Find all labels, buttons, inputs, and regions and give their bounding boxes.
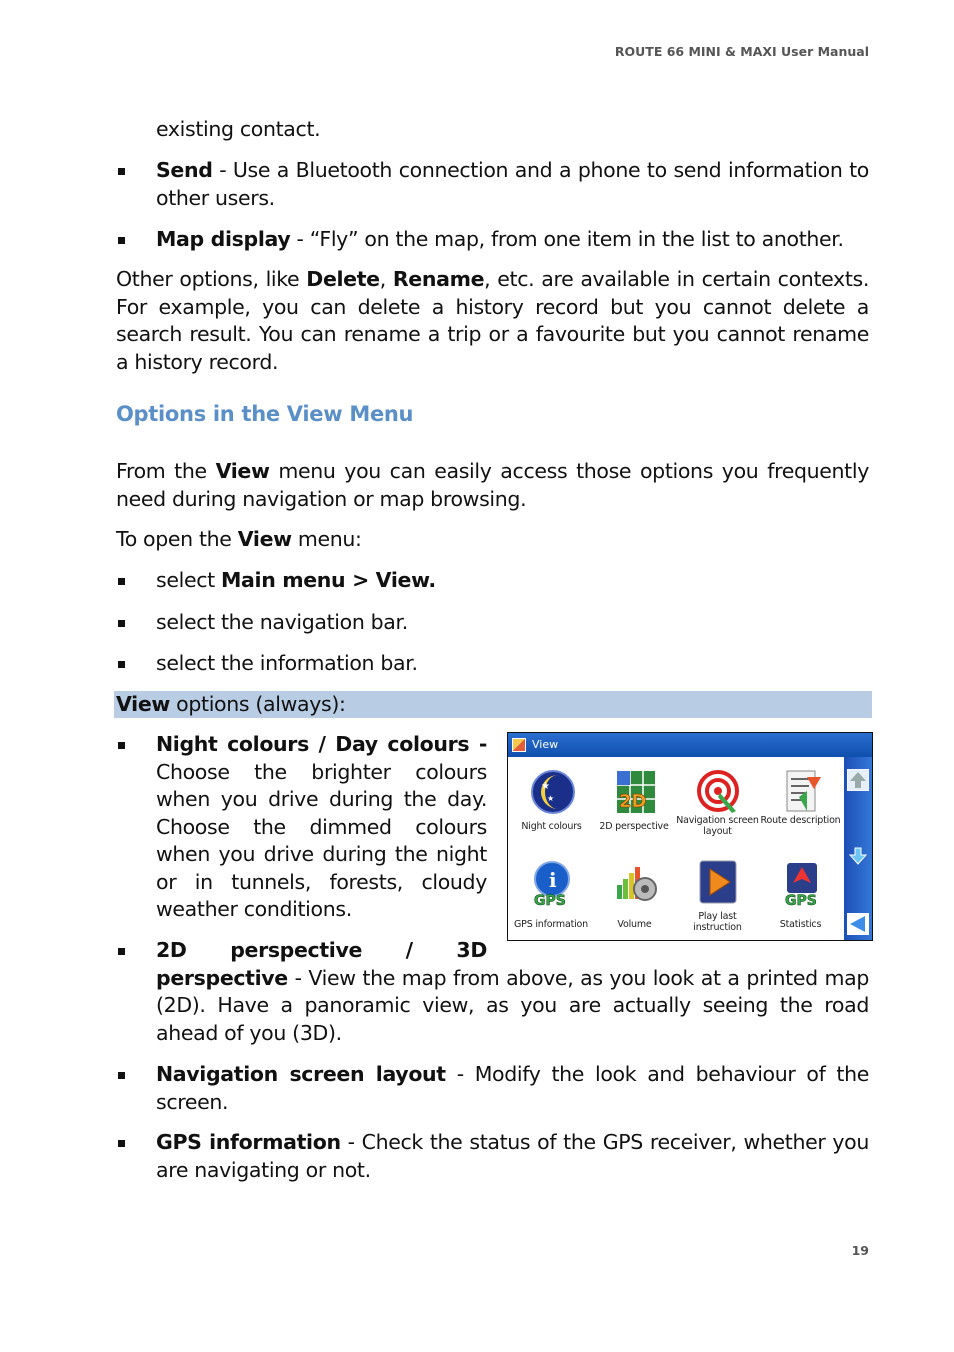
tile-label: Volume: [617, 919, 652, 930]
tile-label: Route description: [760, 815, 841, 826]
view-menu-app-icon: [512, 738, 526, 752]
options-band: [114, 691, 872, 718]
bullet-send: [116, 157, 869, 212]
term-view: View: [237, 527, 292, 551]
tile-navigation-layout[interactable]: [676, 757, 759, 847]
text-run: menu:: [291, 527, 362, 551]
view-menu-titlebar: [508, 733, 872, 757]
step-main-menu: [116, 567, 869, 595]
step-term: Main menu > View.: [220, 568, 436, 592]
tile-label: Navigation screen layout: [676, 815, 759, 837]
bullet-text: - Use a Bluetooth connection and a phone to send information to other users.: [156, 158, 869, 210]
svg-text:i: i: [549, 868, 557, 892]
page-number: 19: [851, 1243, 869, 1258]
scroll-down-icon[interactable]: [847, 845, 869, 867]
text-run: ,: [379, 267, 393, 291]
tile-2d-perspective[interactable]: [593, 757, 676, 847]
text-run: To open the: [116, 527, 238, 551]
option-text: Choose the brighter colours when you drive during the day. Choose the dimmed colours when you drive during the night or in tunnels, forests, cloudy weather conditions.: [156, 759, 487, 921]
svg-text:★: ★: [547, 794, 555, 803]
other-options-paragraph: [116, 266, 869, 376]
term-view: View: [215, 459, 270, 483]
band-term: View: [116, 692, 170, 716]
tile-label: Statistics: [779, 919, 822, 930]
band-text: options (always):: [169, 692, 346, 716]
bullet-marker: [116, 650, 126, 677]
text-run: menu you can easily access those options you frequently need during navigation or map browsing.: [116, 459, 869, 511]
option-gps-information: [116, 1129, 869, 1184]
bullet-marker: [116, 1129, 126, 1156]
view-intro-paragraph: [116, 458, 869, 513]
running-header: ROUTE 66 MINI & MAXI User Manual: [614, 44, 869, 59]
navigation-layout-icon: [696, 767, 742, 817]
svg-text:★: ★: [541, 781, 550, 792]
bullet-marker: [116, 226, 126, 253]
view-menu-title: View: [532, 738, 559, 751]
play-instruction-icon: [696, 859, 742, 909]
scroll-up-icon[interactable]: [847, 769, 869, 791]
view-menu-screenshot: [507, 732, 873, 941]
step-text: select: [156, 568, 221, 592]
2d-perspective-icon: [613, 767, 659, 817]
text-run: , etc. are available in certain contexts. For example, you can delete a history record but you cannot delete a search result. You can rename a trip or a favourite but you cannot rename a history record.: [116, 267, 869, 374]
option-term: 2D perspective / 3D: [156, 938, 487, 962]
tile-label: Play last instruction: [693, 911, 742, 933]
option-term: Navigation screen layout: [156, 1062, 446, 1086]
option-navigation-layout: [116, 1061, 869, 1116]
tile-statistics[interactable]: [759, 849, 842, 939]
bullet-marker: [116, 731, 126, 758]
bullet-term: Map display: [156, 227, 291, 251]
view-menu-scrollbar[interactable]: [844, 757, 872, 940]
night-colours-icon: [530, 767, 576, 817]
view-menu-grid: [508, 757, 842, 940]
back-arrow-icon[interactable]: [847, 913, 869, 935]
text-run: From the: [116, 459, 216, 483]
intro-continuation: existing contact.: [156, 117, 321, 141]
tile-route-description[interactable]: [759, 757, 842, 847]
svg-text:GPS: GPS: [534, 893, 566, 909]
option-term-continued: perspective: [156, 965, 288, 990]
bullet-marker: [116, 1061, 126, 1088]
option-term: GPS information: [156, 1130, 341, 1154]
bullet-text: - “Fly” on the map, from one item in the list to another.: [290, 227, 844, 251]
volume-icon: [613, 859, 659, 909]
step-information-bar: [116, 650, 869, 678]
tile-play-last-instruction[interactable]: [676, 849, 759, 939]
gps-information-icon: [530, 859, 576, 909]
bullet-marker: [116, 567, 126, 594]
svg-text:GPS: GPS: [785, 893, 817, 909]
tile-volume[interactable]: [593, 849, 676, 939]
term-rename: Rename: [392, 267, 485, 291]
section-heading: Options in the View Menu: [116, 402, 414, 426]
route-description-icon: [779, 767, 825, 817]
step-navigation-bar: [116, 609, 869, 637]
svg-text:2D: 2D: [619, 791, 647, 812]
bullet-marker: [116, 157, 126, 184]
tile-label: Night colours: [521, 821, 582, 832]
bullet-map-display: [116, 226, 869, 254]
text-run: Other options, like: [116, 267, 307, 291]
option-2d-3d: [116, 937, 869, 1047]
tile-label: GPS information: [514, 919, 588, 930]
option-text: - Modify the look and behaviour of the screen.: [156, 1062, 870, 1114]
option-text: - Check the status of the GPS receiver, whether you are navigating or not.: [156, 1130, 870, 1182]
bullet-marker: [116, 937, 126, 964]
tile-gps-information[interactable]: [510, 849, 593, 939]
bullet-term: Send: [156, 158, 213, 182]
step-text: select the information bar.: [156, 651, 418, 675]
option-text: - View the map from above, as you look at a printed map (2D). Have a panoramic view, as you are actually seeing the road ahead of you (3D).: [156, 965, 869, 1045]
bullet-marker: [116, 609, 126, 636]
tile-label: 2D perspective: [599, 821, 669, 832]
open-view-paragraph: [116, 526, 869, 554]
option-term: Night colours / Day colours -: [156, 732, 487, 756]
statistics-icon: [779, 859, 825, 909]
step-text: select the navigation bar.: [156, 610, 408, 634]
tile-night-colours[interactable]: [510, 757, 593, 847]
term-delete: Delete: [306, 267, 380, 291]
